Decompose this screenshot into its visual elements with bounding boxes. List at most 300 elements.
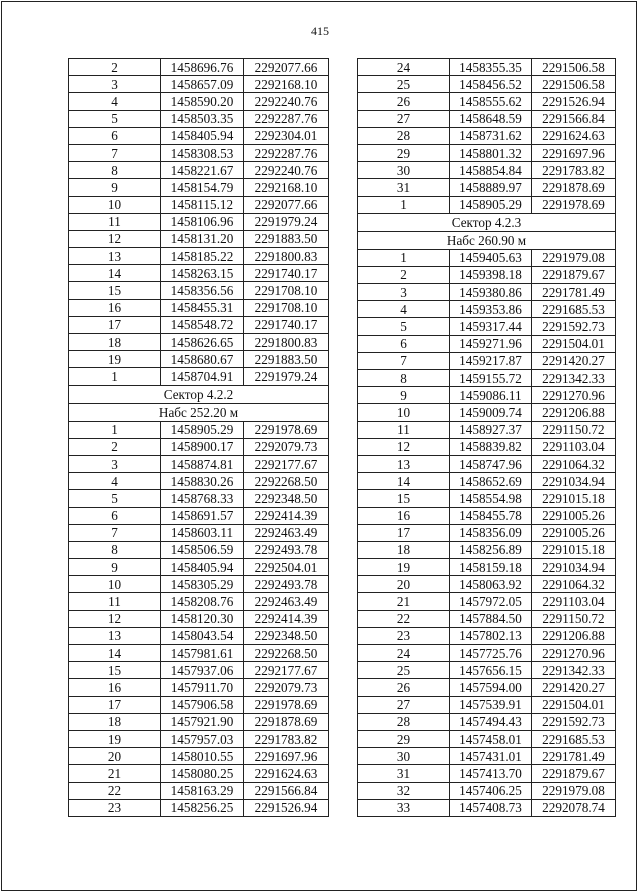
table-row	[69, 473, 329, 490]
point-number-cell: 16	[358, 507, 450, 524]
x-coordinate-cell: 1458256.89	[450, 541, 532, 558]
x-coordinate-cell: 1458503.35	[161, 110, 244, 127]
point-number-cell: 33	[358, 799, 450, 816]
y-coordinate-cell: 2291708.10	[244, 299, 329, 316]
point-number-cell: 8	[69, 162, 161, 179]
point-number-cell: 19	[69, 730, 161, 747]
point-number-cell: 7	[69, 524, 161, 541]
point-number-cell: 29	[358, 730, 450, 747]
x-coordinate-cell: 1457725.76	[450, 645, 532, 662]
y-coordinate-cell: 2292268.50	[244, 645, 329, 662]
x-coordinate-cell: 1459155.72	[450, 370, 532, 387]
x-coordinate-cell: 1458355.35	[450, 59, 532, 76]
y-coordinate-cell: 2291206.88	[532, 404, 616, 421]
x-coordinate-cell: 1458308.53	[161, 144, 244, 161]
point-number-cell: 17	[358, 524, 450, 541]
y-coordinate-cell: 2291624.63	[244, 765, 329, 782]
point-number-cell: 26	[358, 679, 450, 696]
y-coordinate-cell: 2291883.50	[244, 351, 329, 368]
point-number-cell: 11	[69, 593, 161, 610]
x-coordinate-cell: 1458043.54	[161, 627, 244, 644]
point-number-cell: 23	[69, 799, 161, 816]
table-row	[69, 782, 329, 799]
point-number-cell: 29	[358, 144, 450, 161]
y-coordinate-cell: 2291978.69	[532, 196, 616, 213]
point-number-cell: 31	[358, 179, 450, 196]
point-number-cell: 5	[69, 490, 161, 507]
y-coordinate-cell: 2292078.74	[532, 799, 616, 816]
y-coordinate-cell: 2292504.01	[244, 559, 329, 576]
x-coordinate-cell: 1458154.79	[161, 179, 244, 196]
table-row	[358, 576, 616, 593]
point-number-cell: 19	[358, 559, 450, 576]
table-row	[358, 179, 616, 196]
point-number-cell: 2	[69, 59, 161, 76]
y-coordinate-cell: 2292463.49	[244, 593, 329, 610]
point-number-cell: 18	[69, 713, 161, 730]
table-row	[69, 490, 329, 507]
x-coordinate-cell: 1458603.11	[161, 524, 244, 541]
point-number-cell: 4	[69, 473, 161, 490]
point-number-cell: 6	[69, 507, 161, 524]
table-row	[358, 610, 616, 627]
x-coordinate-cell: 1458657.09	[161, 76, 244, 93]
y-coordinate-cell: 2291015.18	[532, 490, 616, 507]
y-coordinate-cell: 2291103.04	[532, 438, 616, 455]
y-coordinate-cell: 2292287.76	[244, 110, 329, 127]
y-coordinate-cell: 2291624.63	[532, 127, 616, 144]
point-number-cell: 8	[358, 370, 450, 387]
x-coordinate-cell: 1458010.55	[161, 748, 244, 765]
x-coordinate-cell: 1458263.15	[161, 265, 244, 282]
y-coordinate-cell: 2291740.17	[244, 265, 329, 282]
table-row	[358, 144, 616, 161]
table-row	[69, 334, 329, 351]
table-row	[358, 627, 616, 644]
table-row	[358, 782, 616, 799]
x-coordinate-cell: 1458063.92	[450, 576, 532, 593]
section-heading: Набс 252.20 м	[69, 403, 329, 421]
table-row	[358, 593, 616, 610]
table-row	[358, 507, 616, 524]
x-coordinate-cell: 1459353.86	[450, 301, 532, 318]
y-coordinate-cell: 2292268.50	[244, 473, 329, 490]
y-coordinate-cell: 2292493.78	[244, 541, 329, 558]
table-row	[69, 610, 329, 627]
point-number-cell: 10	[69, 576, 161, 593]
point-number-cell: 14	[69, 645, 161, 662]
point-number-cell: 22	[69, 782, 161, 799]
table-row	[358, 662, 616, 679]
y-coordinate-cell: 2291781.49	[532, 748, 616, 765]
y-coordinate-cell: 2291566.84	[532, 110, 616, 127]
x-coordinate-cell: 1458680.67	[161, 351, 244, 368]
y-coordinate-cell: 2291740.17	[244, 316, 329, 333]
x-coordinate-cell: 1457594.00	[450, 679, 532, 696]
point-number-cell: 16	[69, 679, 161, 696]
x-coordinate-cell: 1458405.94	[161, 127, 244, 144]
x-coordinate-cell: 1457957.03	[161, 730, 244, 747]
y-coordinate-cell: 2292168.10	[244, 179, 329, 196]
x-coordinate-cell: 1458506.59	[161, 541, 244, 558]
point-number-cell: 24	[358, 645, 450, 662]
point-number-cell: 26	[358, 93, 450, 110]
x-coordinate-cell: 1457656.15	[450, 662, 532, 679]
y-coordinate-cell: 2291270.96	[532, 645, 616, 662]
point-number-cell: 5	[358, 318, 450, 335]
x-coordinate-cell: 1457413.70	[450, 765, 532, 782]
point-number-cell: 1	[358, 249, 450, 266]
point-number-cell: 18	[69, 334, 161, 351]
x-coordinate-cell: 1458405.94	[161, 559, 244, 576]
x-coordinate-cell: 1457937.06	[161, 662, 244, 679]
y-coordinate-cell: 2292463.49	[244, 524, 329, 541]
table-row	[358, 335, 616, 352]
point-number-cell: 14	[358, 473, 450, 490]
point-number-cell: 25	[358, 76, 450, 93]
table-row	[358, 559, 616, 576]
point-number-cell: 10	[358, 404, 450, 421]
right-coordinate-column	[357, 58, 615, 817]
y-coordinate-cell: 2291103.04	[532, 593, 616, 610]
y-coordinate-cell: 2291342.33	[532, 370, 616, 387]
point-number-cell: 32	[358, 782, 450, 799]
table-row	[358, 284, 616, 301]
section-heading-row	[69, 385, 329, 403]
y-coordinate-cell: 2292414.39	[244, 507, 329, 524]
x-coordinate-cell: 1458691.57	[161, 507, 244, 524]
x-coordinate-cell: 1458905.29	[450, 196, 532, 213]
y-coordinate-cell: 2291979.08	[532, 249, 616, 266]
table-row	[69, 645, 329, 662]
point-number-cell: 8	[69, 541, 161, 558]
x-coordinate-cell: 1458555.62	[450, 93, 532, 110]
x-coordinate-cell: 1458159.18	[450, 559, 532, 576]
point-number-cell: 15	[69, 282, 161, 299]
point-number-cell: 1	[358, 196, 450, 213]
y-coordinate-cell: 2292077.66	[244, 59, 329, 76]
y-coordinate-cell: 2291506.58	[532, 59, 616, 76]
x-coordinate-cell: 1458106.96	[161, 213, 244, 230]
y-coordinate-cell: 2292493.78	[244, 576, 329, 593]
y-coordinate-cell: 2291800.83	[244, 248, 329, 265]
point-number-cell: 20	[358, 576, 450, 593]
x-coordinate-cell: 1458208.76	[161, 593, 244, 610]
y-coordinate-cell: 2291781.49	[532, 284, 616, 301]
y-coordinate-cell: 2291979.08	[532, 782, 616, 799]
table-row	[358, 93, 616, 110]
x-coordinate-cell: 1458889.97	[450, 179, 532, 196]
point-number-cell: 28	[358, 127, 450, 144]
table-row	[69, 559, 329, 576]
x-coordinate-cell: 1458120.30	[161, 610, 244, 627]
y-coordinate-cell: 2291883.50	[244, 230, 329, 247]
y-coordinate-cell: 2291592.73	[532, 318, 616, 335]
y-coordinate-cell: 2291005.26	[532, 507, 616, 524]
point-number-cell: 21	[69, 765, 161, 782]
section-heading-row	[358, 213, 616, 231]
x-coordinate-cell: 1457494.43	[450, 713, 532, 730]
y-coordinate-cell: 2291878.69	[244, 713, 329, 730]
y-coordinate-cell: 2291566.84	[244, 782, 329, 799]
x-coordinate-cell: 1457408.73	[450, 799, 532, 816]
table-row	[358, 421, 616, 438]
table-row	[358, 541, 616, 558]
x-coordinate-cell: 1457802.13	[450, 627, 532, 644]
table-row	[358, 524, 616, 541]
y-coordinate-cell: 2291526.94	[532, 93, 616, 110]
point-number-cell: 7	[69, 144, 161, 161]
y-coordinate-cell: 2291064.32	[532, 455, 616, 472]
y-coordinate-cell: 2291504.01	[532, 696, 616, 713]
table-row	[69, 524, 329, 541]
point-number-cell: 27	[358, 696, 450, 713]
point-number-cell: 3	[358, 284, 450, 301]
table-row	[358, 249, 616, 266]
y-coordinate-cell: 2292077.66	[244, 196, 329, 213]
point-number-cell: 18	[358, 541, 450, 558]
point-number-cell: 2	[358, 266, 450, 283]
y-coordinate-cell: 2291685.53	[532, 730, 616, 747]
y-coordinate-cell: 2291150.72	[532, 421, 616, 438]
point-number-cell: 23	[358, 627, 450, 644]
y-coordinate-cell: 2291879.67	[532, 266, 616, 283]
point-number-cell: 15	[69, 662, 161, 679]
x-coordinate-cell: 1458356.56	[161, 282, 244, 299]
y-coordinate-cell: 2291034.94	[532, 559, 616, 576]
point-number-cell: 17	[69, 316, 161, 333]
x-coordinate-cell: 1459271.96	[450, 335, 532, 352]
point-number-cell: 21	[358, 593, 450, 610]
x-coordinate-cell: 1457906.58	[161, 696, 244, 713]
table-row	[69, 316, 329, 333]
y-coordinate-cell: 2291592.73	[532, 713, 616, 730]
point-number-cell: 7	[358, 352, 450, 369]
y-coordinate-cell: 2291270.96	[532, 387, 616, 404]
y-coordinate-cell: 2292177.67	[244, 455, 329, 472]
table-row	[358, 404, 616, 421]
x-coordinate-cell: 1458696.76	[161, 59, 244, 76]
table-row	[358, 765, 616, 782]
y-coordinate-cell: 2291800.83	[244, 334, 329, 351]
point-number-cell: 25	[358, 662, 450, 679]
x-coordinate-cell: 1457972.05	[450, 593, 532, 610]
x-coordinate-cell: 1458080.25	[161, 765, 244, 782]
x-coordinate-cell: 1458626.65	[161, 334, 244, 351]
x-coordinate-cell: 1458830.26	[161, 473, 244, 490]
x-coordinate-cell: 1458731.62	[450, 127, 532, 144]
table-row	[69, 593, 329, 610]
y-coordinate-cell: 2291978.69	[244, 696, 329, 713]
table-row	[69, 368, 329, 385]
y-coordinate-cell: 2292079.73	[244, 679, 329, 696]
table-row	[69, 627, 329, 644]
y-coordinate-cell: 2291005.26	[532, 524, 616, 541]
y-coordinate-cell: 2291697.96	[244, 748, 329, 765]
x-coordinate-cell: 1458131.20	[161, 230, 244, 247]
page-number: 415	[311, 24, 329, 38]
point-number-cell: 30	[358, 162, 450, 179]
point-number-cell: 19	[69, 351, 161, 368]
x-coordinate-cell: 1458185.22	[161, 248, 244, 265]
table-row	[358, 352, 616, 369]
point-number-cell: 11	[358, 421, 450, 438]
x-coordinate-cell: 1458648.59	[450, 110, 532, 127]
y-coordinate-cell: 2291420.27	[532, 679, 616, 696]
table-row	[358, 730, 616, 747]
point-number-cell: 3	[69, 455, 161, 472]
y-coordinate-cell: 2291015.18	[532, 541, 616, 558]
right-coordinate-table	[357, 58, 616, 817]
point-number-cell: 13	[69, 627, 161, 644]
point-number-cell: 20	[69, 748, 161, 765]
x-coordinate-cell: 1458854.84	[450, 162, 532, 179]
x-coordinate-cell: 1458221.67	[161, 162, 244, 179]
x-coordinate-cell: 1458927.37	[450, 421, 532, 438]
x-coordinate-cell: 1459217.87	[450, 352, 532, 369]
x-coordinate-cell: 1458356.09	[450, 524, 532, 541]
y-coordinate-cell: 2291783.82	[532, 162, 616, 179]
x-coordinate-cell: 1458455.78	[450, 507, 532, 524]
x-coordinate-cell: 1458747.96	[450, 455, 532, 472]
point-number-cell: 2	[69, 438, 161, 455]
x-coordinate-cell: 1459405.63	[450, 249, 532, 266]
table-row	[69, 59, 329, 76]
y-coordinate-cell: 2292240.76	[244, 93, 329, 110]
x-coordinate-cell: 1457458.01	[450, 730, 532, 747]
point-number-cell: 31	[358, 765, 450, 782]
y-coordinate-cell: 2291526.94	[244, 799, 329, 816]
table-row	[358, 196, 616, 213]
x-coordinate-cell: 1458768.33	[161, 490, 244, 507]
table-row	[69, 679, 329, 696]
y-coordinate-cell: 2292177.67	[244, 662, 329, 679]
table-row	[69, 144, 329, 161]
y-coordinate-cell: 2291878.69	[532, 179, 616, 196]
point-number-cell: 9	[69, 559, 161, 576]
y-coordinate-cell: 2292079.73	[244, 438, 329, 455]
section-heading-row	[69, 403, 329, 421]
y-coordinate-cell: 2291342.33	[532, 662, 616, 679]
x-coordinate-cell: 1458839.82	[450, 438, 532, 455]
table-row	[358, 696, 616, 713]
section-heading: Набс 260.90 м	[358, 231, 616, 249]
y-coordinate-cell: 2292348.50	[244, 490, 329, 507]
x-coordinate-cell: 1458704.91	[161, 368, 244, 385]
point-number-cell: 13	[69, 248, 161, 265]
x-coordinate-cell: 1459317.44	[450, 318, 532, 335]
table-row	[358, 162, 616, 179]
table-row	[358, 473, 616, 490]
x-coordinate-cell: 1458554.98	[450, 490, 532, 507]
x-coordinate-cell: 1458900.17	[161, 438, 244, 455]
table-row	[358, 490, 616, 507]
section-heading: Сектор 4.2.3	[358, 213, 616, 231]
y-coordinate-cell: 2291506.58	[532, 76, 616, 93]
x-coordinate-cell: 1457921.90	[161, 713, 244, 730]
x-coordinate-cell: 1457911.70	[161, 679, 244, 696]
table-row	[69, 455, 329, 472]
table-row	[69, 576, 329, 593]
table-row	[69, 765, 329, 782]
point-number-cell: 11	[69, 213, 161, 230]
y-coordinate-cell: 2291504.01	[532, 335, 616, 352]
x-coordinate-cell: 1459009.74	[450, 404, 532, 421]
y-coordinate-cell: 2291150.72	[532, 610, 616, 627]
table-row	[358, 127, 616, 144]
x-coordinate-cell: 1459398.18	[450, 266, 532, 283]
point-number-cell: 4	[69, 93, 161, 110]
point-number-cell: 4	[358, 301, 450, 318]
point-number-cell: 3	[69, 76, 161, 93]
point-number-cell: 9	[358, 387, 450, 404]
table-row	[69, 179, 329, 196]
table-row	[358, 748, 616, 765]
y-coordinate-cell: 2291064.32	[532, 576, 616, 593]
point-number-cell: 5	[69, 110, 161, 127]
table-row	[69, 713, 329, 730]
y-coordinate-cell: 2291783.82	[244, 730, 329, 747]
x-coordinate-cell: 1457884.50	[450, 610, 532, 627]
x-coordinate-cell: 1458548.72	[161, 316, 244, 333]
table-row	[69, 541, 329, 558]
table-row	[69, 799, 329, 816]
table-row	[69, 248, 329, 265]
table-row	[358, 266, 616, 283]
table-row	[358, 76, 616, 93]
table-row	[69, 299, 329, 316]
table-row	[358, 110, 616, 127]
table-row	[69, 196, 329, 213]
table-row	[69, 265, 329, 282]
x-coordinate-cell: 1458874.81	[161, 455, 244, 472]
table-row	[69, 93, 329, 110]
section-heading-row	[358, 231, 616, 249]
point-number-cell: 24	[358, 59, 450, 76]
point-number-cell: 14	[69, 265, 161, 282]
table-row	[69, 507, 329, 524]
table-row	[358, 387, 616, 404]
x-coordinate-cell: 1458115.12	[161, 196, 244, 213]
y-coordinate-cell: 2292240.76	[244, 162, 329, 179]
table-row	[69, 162, 329, 179]
x-coordinate-cell: 1457981.61	[161, 645, 244, 662]
table-row	[69, 282, 329, 299]
table-row	[358, 438, 616, 455]
table-row	[69, 438, 329, 455]
left-coordinate-column	[68, 58, 328, 817]
point-number-cell: 27	[358, 110, 450, 127]
point-number-cell: 12	[69, 230, 161, 247]
x-coordinate-cell: 1458456.52	[450, 76, 532, 93]
x-coordinate-cell: 1458256.25	[161, 799, 244, 816]
point-number-cell: 13	[358, 455, 450, 472]
y-coordinate-cell: 2292348.50	[244, 627, 329, 644]
x-coordinate-cell: 1458652.69	[450, 473, 532, 490]
x-coordinate-cell: 1457406.25	[450, 782, 532, 799]
x-coordinate-cell: 1458905.29	[161, 421, 244, 438]
y-coordinate-cell: 2292168.10	[244, 76, 329, 93]
table-row	[69, 351, 329, 368]
y-coordinate-cell: 2291879.67	[532, 765, 616, 782]
table-row	[69, 213, 329, 230]
table-row	[69, 730, 329, 747]
x-coordinate-cell: 1458455.31	[161, 299, 244, 316]
x-coordinate-cell: 1457431.01	[450, 748, 532, 765]
table-row	[69, 748, 329, 765]
point-number-cell: 17	[69, 696, 161, 713]
table-row	[69, 230, 329, 247]
